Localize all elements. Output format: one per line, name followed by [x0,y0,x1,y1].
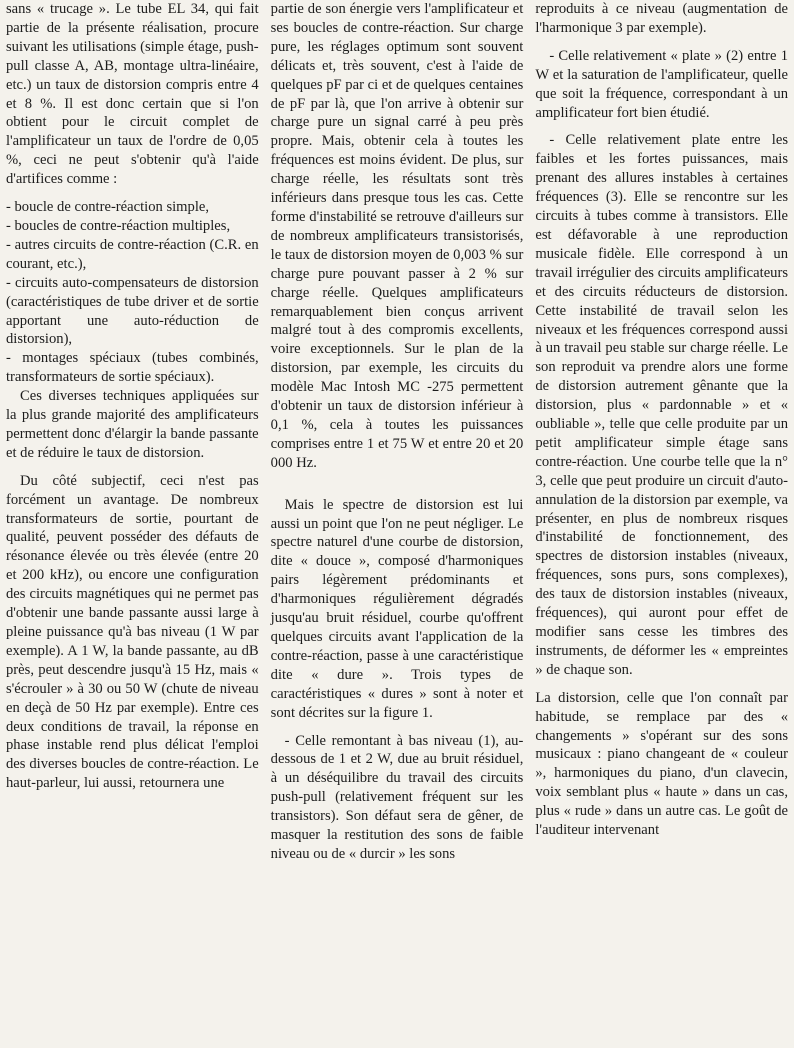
text-column-1 [6,0,259,1048]
text-column-2 [271,0,524,1048]
list-item: - circuits auto-compensateurs de distorsion (caractéristiques de tube driver et de sortie apportant une auto-réduction de distorsion), [6,274,259,348]
paragraph: reproduits à ce niveau (augmentation de l'harmonique 3 par exemple). [535,1,789,36]
paragraph: - Celle relativement plate entre les faibles et les fortes puissances, mais prenant des allures instables à certaines fréquences (3). Elle se rencontre sur les circuits à tubes comme à transistors. Elle est défavorable à une reproduction musicale fidèle. Elle correspond à un travail irrégulier des circuits amplificateurs et des circuits réducteurs de distorsion. Cette instabilité de travail selon les niveaux et les fréquences correspond aussi à un travail peu stable sur charge réelle. Le son reproduit va prendre alors une forme de distorsion autrement gênante que la distorsion, plus « pardonnable » et « oubliable », telle que celle produite par un petit amplificateur simple étage sans contre-réaction. Une courbe telle que la n° 3, celle que peut produire un circuit d'auto-annulation de la distorsion par exemple, va présenter, en plus de nombreux risques d'instabilité de fonctionnement, des spectres de distorsion instables (niveaux, fréquences, sons purs, sons complexes), des taux de distorsion instables (niveaux, fréquences), qui auront pour effet de modifier sans cesse les timbres des instruments, de déformer les « empreintes » de chaque son. [535,132,789,678]
paragraph: Ces diverses techniques appliquées sur la plus grande majorité des amplificateurs permettent donc d'élargir la bande passante et de réduire le taux de distorsion. [6,388,259,461]
paragraph: Du côté subjectif, ceci n'est pas forcément un avantage. De nombreux transformateurs de sortie, pourtant de qualité, peuvent posséder des défauts de résonance élevée ou très élevée (entre 20 et 200 kHz), ou encore une configuration des circuits magnétiques qui ne permet pas d'obtenir une bande passante aussi large à pleine puissance qu'à bas niveau (1 W par exemple). A 1 W, la bande passante, au dB près, peut descendre jusqu'à 15 Hz, mais « s'écrouler » à 30 ou 50 W (chute de niveau en deçà de 50 Hz par exemple). Entre ces deux conditions de travail, la réponse en phase instable rend plus délicat l'emploi des diverses boucles de contre-réaction. Le haut-parleur, lui aussi, retournera une [6,472,259,792]
list-item: - boucles de contre-réaction multiples, [6,217,231,234]
paragraph: partie de son énergie vers l'amplificateur et ses boucles de contre-réaction. Sur charge pure, les réglages optimum sont souvent délicats et, très souvent, c'est à l'aide de quelques pF par ci et de quelques centaines de pF par là, que l'on arrive à obtenir sur charge pure un signal carré à peu près propre. Mais, obtenir cela à toutes les fréquences est moins évident. De plus, sur charge réelle, les résultats sont très inférieurs dans presque tous les cas. Cette forme d'instabilité se retrouve d'ailleurs sur de nombreux amplificateurs transistorisés, le taux de distorsion moyen de 0,003 % sur charge pure pouvant passer à 2 % sur charge réelle. Quelques amplificateurs remarquablement bien conçus arrivent malgré tout à des compromis excellents, voire exceptionnels. Sur le plan de la distorsion, par exemple, les circuits du modèle Mac Intosh MC -275 permettent d'obtenir un taux de distorsion inférieur à 0,1 %, cela à toutes les puissances comprises entre 1 et 75 W et entre 20 et 20 000 Hz. [270,1,524,471]
list-item: - montages spéciaux (tubes combinés, transformateurs de sortie spéciaux). [6,350,259,386]
paragraph: - Celle relativement « plate » (2) entre 1 W et la saturation de l'amplificateur, quelle que soit la fréquence, correspondant à un amplificateur fort bien étudié. [535,47,789,121]
paragraph-spacer [271,482,524,496]
text-column-3 [535,0,788,1048]
paragraph: sans « trucage ». Le tube EL 34, qui fait partie de la présente réalisation, procure suivant les utilisations (simple étage, push-pull classe A, AB, montage ultra-linéaire, etc.) un taux de distorsion compris entre 4 et 8 %. Il est donc certain que si l'on obtient pour le circuit complet de l'amplificateur un taux de l'ordre de 0,05 %, ceci ne peut s'obtenir qu'à l'aide d'artifices comme : [6,1,259,188]
paragraph: - Celle remontant à bas niveau (1), au-dessous de 1 et 2 W, due au bruit résiduel, à un déséquilibre du travail des circuits push-pull (relativement fréquent sur les transistors). Son défaut sera de gêner, de masquer la restitution des sons de faible niveau ou de « durcir » les sons [270,732,524,862]
list-item: - boucle de contre-réaction simple, [6,199,210,216]
list-item: - autres circuits de contre-réaction (C.R. en courant, etc.), [6,236,259,272]
paragraph: Mais le spectre de distorsion est lui aussi un point que l'on ne peut négliger. Le spectre naturel d'une courbe de distorsion, dite « douce », composé d'harmoniques pairs légèrement prédominants et d'harmoniques régulièrement dégradés jusqu'au bruit résiduel, courbe qu'offrent quelques circuits avant l'application de la contre-réaction, passe à une caractéristique dite « dure ». Trois types de caractéristiques « dures » sont à noter et sont décrites sur la figure 1. [270,496,524,721]
paragraph: La distorsion, celle que l'on connaît par habitude, se remplace par des « changements » s'opérant sur des sons musicaux : piano changeant de « couleur », harmoniques du piano, d'un clavecin, voix semblant plus « haute » dans un cas, plus « rude » dans un autre cas. Le goût de l'auditeur intervenant [535,689,789,839]
